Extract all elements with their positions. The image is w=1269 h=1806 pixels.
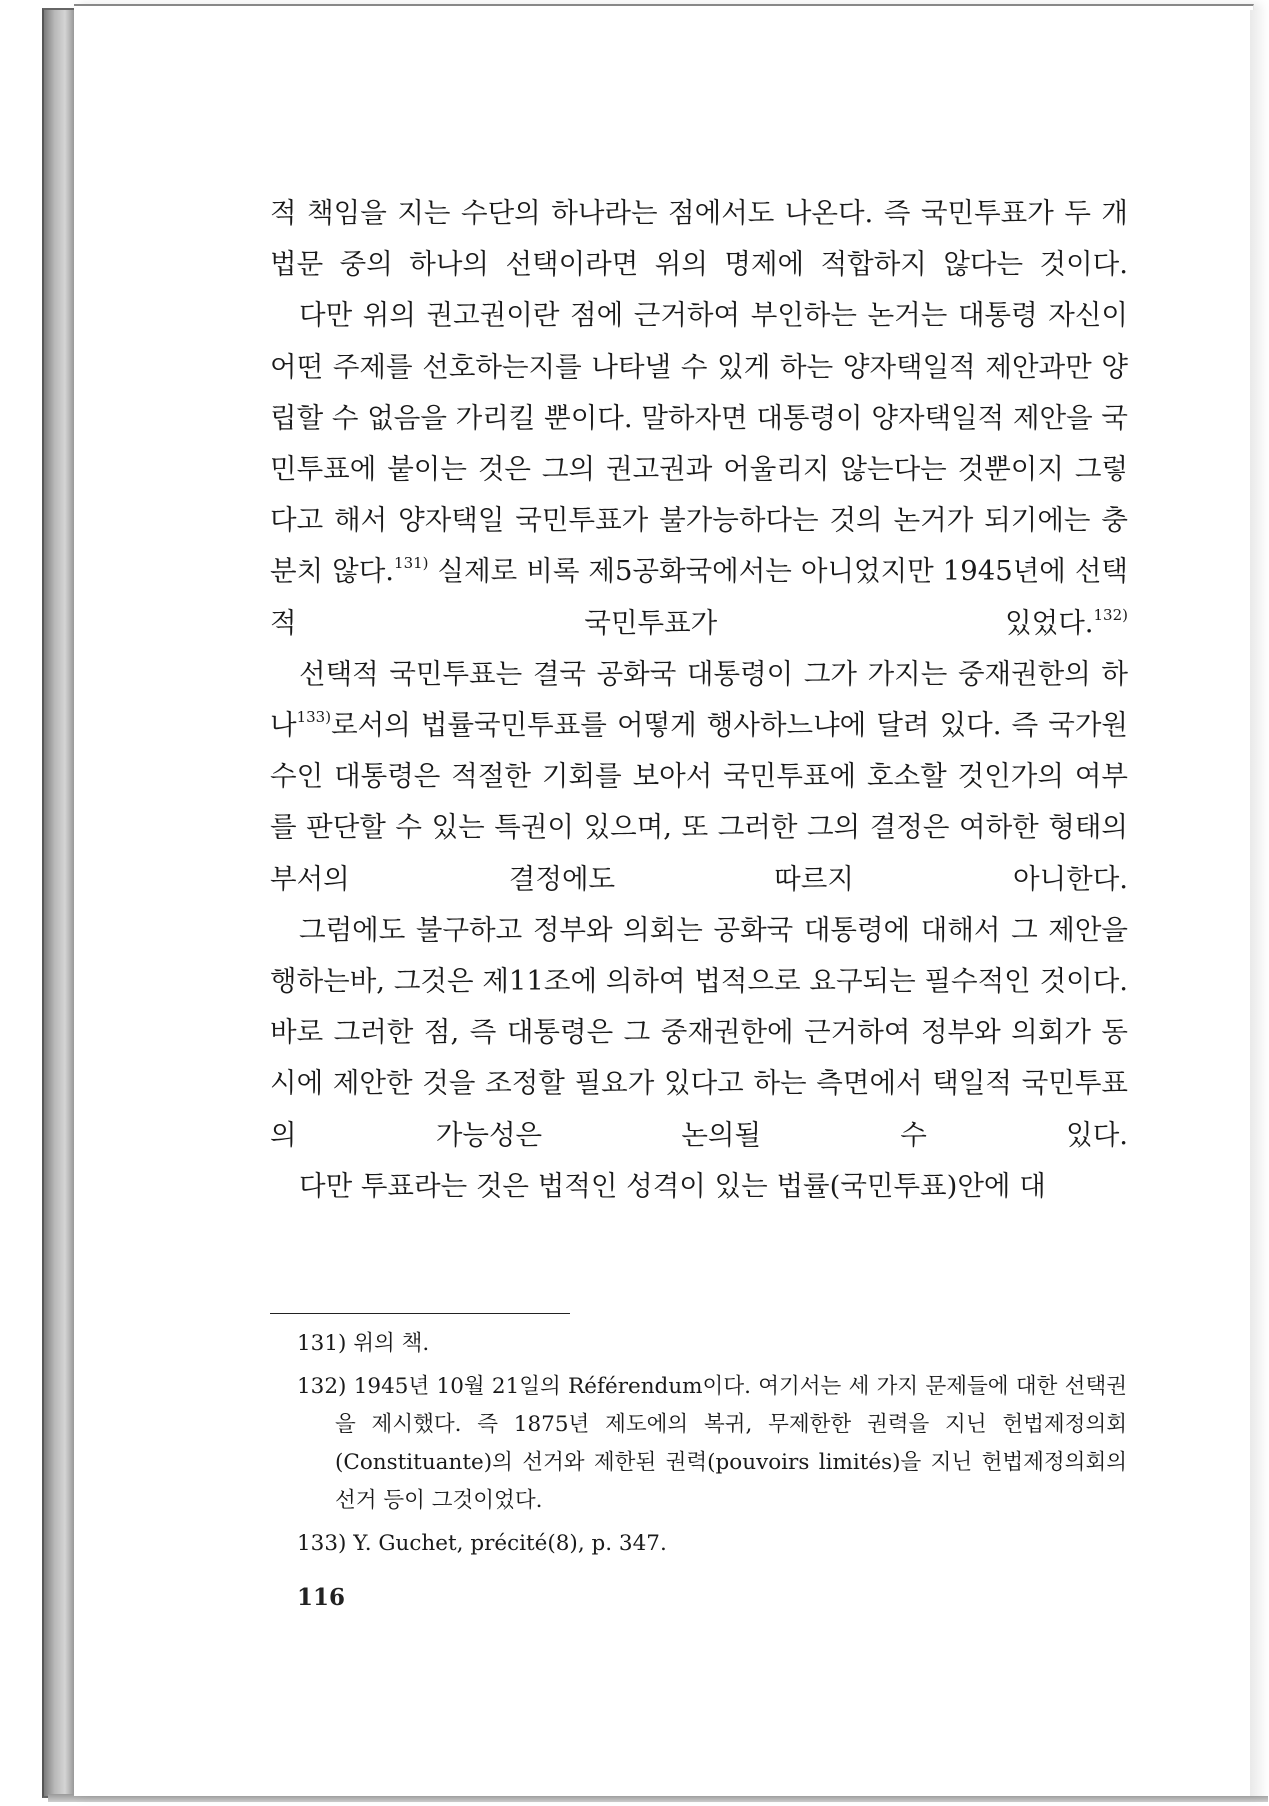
footnote-text: 1945년 10월 21일의 Référendum이다. 여기서는 세 가지 문제들에 대한 선택권을 제시했다. 즉 1875년 제도에의 복귀, 무제한한 권력을 지닌 헌법제정의회(Constituante)의 선거와 제한된 권력(pouvoirs limités)을 지닌 헌법제정의회의 선거 등이 그것이었다. [335,1374,1127,1513]
footnote-text: 위의 책. [353,1331,430,1356]
footnote-131 [297,1325,1127,1363]
paragraph-2-text-a: 다만 위의 권고권이란 점에 근거하여 부인하는 논거는 대통령 자신이 어떤 주제를 선호하는지를 나타낼 수 있게 하는 양자택일적 제안과만 양립할 수 없음을 가리킬 뿐이다. 말하자면 대통령이 양자택일적 제안을 국민투표에 붙이는 것은 그의 권고권과 어울리지 않는다는 것뿐이지 그렇다고 해서 양자택일 국민투표가 불가능하다는 것의 논거가 되기에는 충분치 않다. [270,299,1128,588]
paragraph-2 [270,290,1128,648]
footnote-text: Y. Guchet, précité(8), p. 347. [353,1531,667,1556]
page-number: 116 [297,1584,346,1611]
paragraph-3-text-a: 선택적 국민투표는 결국 공화국 대통령이 그가 가지는 중재권한의 하나 [270,657,1128,742]
paragraph-1 [270,188,1128,290]
footnote-133 [297,1525,1127,1563]
paragraph-3-text-b: 로서의 법률국민투표를 어떻게 행사하느냐에 달려 있다. 즉 국가원수인 대통령은 적절한 기회를 보아서 국민투표에 호소할 것인가의 여부를 판단할 수 있는 특권이 있으며, 또 그러한 그의 결정은 여하한 형태의 부서의 결정에도 따르지 아니한다. [270,709,1128,895]
footnote-number: 133) [297,1531,347,1556]
page-right-edge [1250,10,1269,1796]
paragraph-4 [270,905,1128,1161]
book-spine-edge [42,8,74,1798]
footnotes [297,1325,1127,1568]
footnote-separator [270,1313,570,1314]
footnote-number: 131) [297,1331,347,1356]
footnote-132 [297,1368,1127,1520]
paragraph-3 [270,649,1128,905]
footnote-ref-132: 132) [1093,605,1128,624]
paragraph-4-text: 그럼에도 불구하고 정부와 의회는 공화국 대통령에 대해서 그 제안을 행하는바, 그것은 제11조에 의하여 법적으로 요구되는 필수적인 것이다. 바로 그러한 점, 즉 대통령은 그 중재권한에 근거하여 정부와 의회가 동시에 제안한 것을 조정할 필요가 있다고 하는 측면에서 택일적 국민투표의 가능성은 논의될 수 있다. [270,913,1128,1151]
paragraph-1-text: 적 책임을 지는 수단의 하나라는 점에서도 나온다. 즉 국민투표가 두 개 법문 중의 하나의 선택이라면 위의 명제에 적합하지 않다는 것이다. [270,197,1128,281]
footnote-ref-131: 131) [394,554,429,573]
paragraph-2-text-b: 실제로 비록 제5공화국에서는 아니었지만 1945년에 선택적 국민투표가 있었다. [270,555,1128,639]
paragraph-5-text: 다만 투표라는 것은 법적인 성격이 있는 법률(국민투표)안에 대 [299,1169,1046,1202]
body-text [270,188,1128,1212]
footnote-number: 132) [297,1374,347,1399]
paragraph-5 [270,1161,1128,1212]
footnote-ref-133: 133) [296,708,332,727]
